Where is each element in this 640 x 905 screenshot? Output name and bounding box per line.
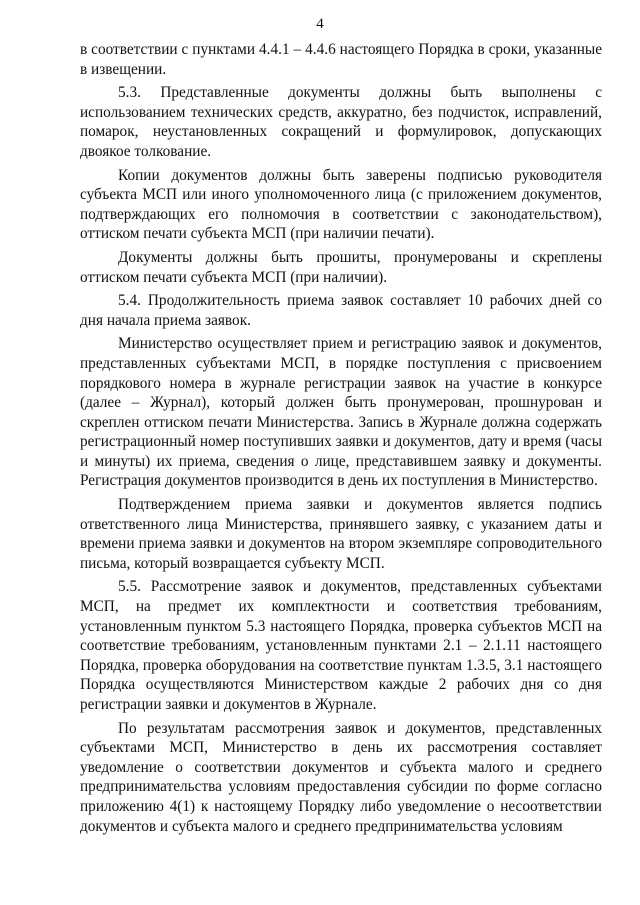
paragraph-registration: Министерство осуществляет прием и регистрацию заявок и документов, представленных субъектами МСП, в порядке поступления с присвоением порядкового номера в журнале регистрации заявок на участие в конкурсе (далее – Журнал), который должен быть пронумерован, прошнурован и скреплен оттиском печати Министерства. Запись в Журнале должна содержать регистрационный номер поступивших заявки и документов, дату и время (часы и минуты) их приема, сведения о лице, представившем заявку и документы. Регистрация документов производится в день их поступления в Министерство. xyxy=(80,335,602,490)
paragraph-review-results: По результатам рассмотрения заявок и документов, представленных субъектами МСП, Министерство в день их рассмотрения составляет уведомление о соответствии документов и субъекта малого и среднего предпринимательства условиям предоставления субсидии по форме согласно приложению 4(1) к настоящему Порядку либо уведомление о несоответствии документов и субъекта малого и среднего предпринимательства условиям xyxy=(80,719,602,835)
document-body xyxy=(80,40,602,836)
paragraph-copies-certification: Копии документов должны быть заверены подписью руководителя субъекта МСП или иного уполномоченного лица (с приложением документов, подтверждающих его полномочия в соответствии с законодательством), оттиском печати субъекта МСП (при наличии печати). xyxy=(80,166,602,243)
paragraph-continuation: в соответствии с пунктами 4.4.1 – 4.4.6 настоящего Порядка в сроки, указанные в извещении. xyxy=(80,41,602,78)
page-number: 4 xyxy=(316,16,324,32)
paragraph-5-4: 5.4. Продолжительность приема заявок составляет 10 рабочих дней со дня начала приема заявок. xyxy=(80,292,602,329)
paragraph-confirmation: Подтверждением приема заявки и документов является подпись ответственного лица Министерства, принявшего заявку, с указанием даты и времени приема заявки и документов на втором экземпляре сопроводительного письма, который возвращается субъекту МСП. xyxy=(80,496,602,572)
paragraph-5-3: 5.3. Представленные документы должны быть выполнены с использованием технических средств, аккуратно, без подчисток, исправлений, помарок, неустановленных сокращений и формулировок, допускающих двоякое толкование. xyxy=(80,84,602,160)
paragraph-5-5: 5.5. Рассмотрение заявок и документов, представленных субъектами МСП, на предмет их комплектности и соответствия требованиям, установленным пунктом 5.3 настоящего Порядка, проверка субъектов МСП на соответствие требованиям, установленным пунктами 2.1 – 2.1.11 настоящего Порядка, проверка оборудования на соответствие пунктам 1.3.5, 3.1 настоящего Порядка осуществляются Министерством каждые 2 рабочих дня со дня регистрации заявки и документов в Журнале. xyxy=(80,578,602,713)
paragraph-binding: Документы должны быть прошиты, пронумерованы и скреплены оттиском печати субъекта МСП (при наличии). xyxy=(80,248,602,286)
